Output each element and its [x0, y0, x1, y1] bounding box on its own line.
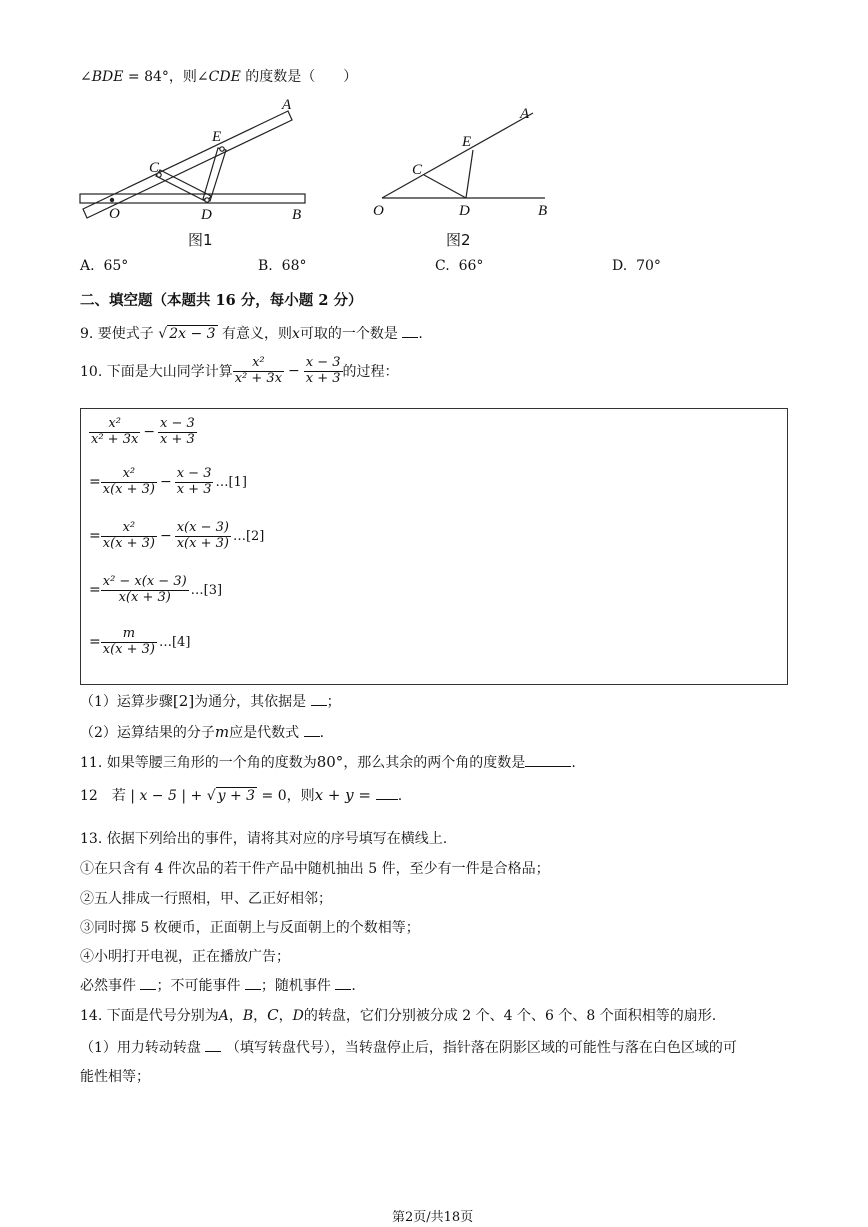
figure-1: [80, 111, 305, 218]
fig1-caption: 图1: [188, 231, 213, 249]
segment-ed: [466, 150, 473, 198]
fig2-label-e: E: [462, 134, 472, 150]
option-a[interactable]: A. 65°: [80, 258, 129, 274]
fig2-caption: 图2: [446, 231, 471, 249]
calc-line-1: = $\frac{\text{x²}}{x(x + 3)}$ − $\frac{x - 3}{x + 3}$ …[1]: [89, 466, 247, 497]
q9-radicand: 2x − 3: [169, 326, 216, 342]
segment-cd: [424, 175, 466, 198]
question-12: 12 若 | x − 5 | + √ y + 3 = 0，则x + y = .: [80, 786, 403, 804]
q10-fraction-1: $\frac{\text{x²}}{\text{x² + 3x}}$: [234, 355, 283, 386]
q10-part-2: （2）运算结果的分子m应是代数式 .: [80, 723, 325, 741]
fig1-label-d: D: [201, 207, 212, 223]
question-10: 10. 下面是大山同学计算 $\frac{\text{x²}}{\text{x² + 3x}}$ − $\frac{x - 3}{x + 3}$ 的过程：: [80, 355, 399, 386]
q14-part-1-cont: 能性相等；: [80, 1069, 150, 1085]
answer-blank[interactable]: [304, 724, 320, 737]
calc-line-0: $\frac{\text{x²}}{\text{x² + 3x}}$ − $\frac{x - 3}{x + 3}$: [91, 416, 195, 447]
ruler-horizontal: [80, 194, 305, 203]
q13-item-2: ②五人排成一行照相，甲、乙正好相邻；: [80, 891, 332, 907]
fig1-label-b: B: [292, 207, 302, 223]
question-13-stem: 13. 依据下列给出的事件，请将其对应的序号填写在横线上.: [80, 831, 448, 847]
answer-blank[interactable]: [525, 754, 571, 767]
fig1-label-e: E: [212, 129, 222, 145]
answer-blank-impossible[interactable]: [245, 977, 261, 990]
fig2-label-d: D: [459, 203, 470, 219]
fig1-label-a: A: [282, 97, 292, 113]
q8-tail: ∠BDE = 84°，则∠CDE 的度数是（ ）: [80, 69, 358, 85]
link-cd: [156, 170, 211, 202]
answer-blank[interactable]: [311, 693, 327, 706]
pivot-d: [205, 198, 209, 202]
q10-fraction-2: $\frac{x - 3}{x + 3}$: [305, 355, 341, 386]
option-b[interactable]: B. 68°: [258, 258, 307, 274]
figure-2: [382, 113, 545, 198]
calculation-box: [80, 408, 788, 685]
section-heading: 二、填空题（本题共 16 分，每小题 2 分）: [80, 292, 363, 309]
page-footer: 第2页/共18页: [392, 1210, 474, 1225]
answer-blank[interactable]: [376, 787, 398, 800]
fig1-label-o: O: [109, 206, 120, 222]
question-11: 11. 如果等腰三角形的一个角的度数为80°，那么其余的两个角的度数是 .: [80, 753, 576, 771]
ray-oa: [382, 113, 533, 198]
pivot-e: [220, 147, 224, 151]
q13-answer-line: 必然事件 ；不可能事件 ；随机事件 .: [80, 978, 356, 994]
answer-blank[interactable]: [205, 1039, 221, 1052]
option-c[interactable]: C. 66°: [435, 258, 484, 274]
q13-item-4: ④小明打开电视，正在播放广告；: [80, 949, 290, 965]
answer-blank[interactable]: [402, 325, 418, 338]
answer-blank-random[interactable]: [335, 977, 351, 990]
fig1-label-c: C: [149, 160, 160, 176]
q13-item-1: ①在只含有 4 件次品的若干件产品中随机抽出 5 件，至少有一件是合格品；: [80, 861, 550, 877]
pivot-o: [110, 198, 113, 201]
question-9: 9. 要使式子 √ 2x − 3 有意义，则x可取的一个数是 .: [80, 326, 423, 342]
geometry-figures: [70, 92, 570, 250]
fig2-label-o: O: [373, 203, 384, 219]
question-14: 14. 下面是代号分别为A，B，C，D的转盘，它们分别被分成 2 个、4 个、6 个、8 个面积相等的扇形.: [80, 1006, 717, 1024]
fig2-label-b: B: [538, 203, 548, 219]
q10-part-1: （1）运算步骤[2]为通分，其依据是 ；: [80, 692, 341, 710]
answer-blank-certain[interactable]: [140, 977, 156, 990]
fig2-label-a: A: [520, 106, 530, 122]
calc-line-3: = $\frac{\text{x² − x(x − 3)}}{x(x + 3)}$ …[3]: [89, 574, 223, 605]
q13-item-3: ③同时掷 5 枚硬币，正面朝上与反面朝上的个数相等；: [80, 920, 420, 936]
q14-part-1: （1）用力转动转盘 （填写转盘代号），当转盘停止后，指针落在阴影区域的可能性与落在白色区域的可: [80, 1040, 737, 1056]
fig2-label-c: C: [412, 162, 423, 178]
calc-line-4: = $\frac{m}{x(x + 3)}$ …[4]: [89, 626, 191, 657]
ruler-slanted: [83, 111, 292, 218]
option-d[interactable]: D. 70°: [612, 258, 661, 274]
calc-line-2: = $\frac{\text{x²}}{x(x + 3)}$ − $\frac{x(x - 3)}{x(x + 3)}$ …[2]: [89, 520, 265, 551]
